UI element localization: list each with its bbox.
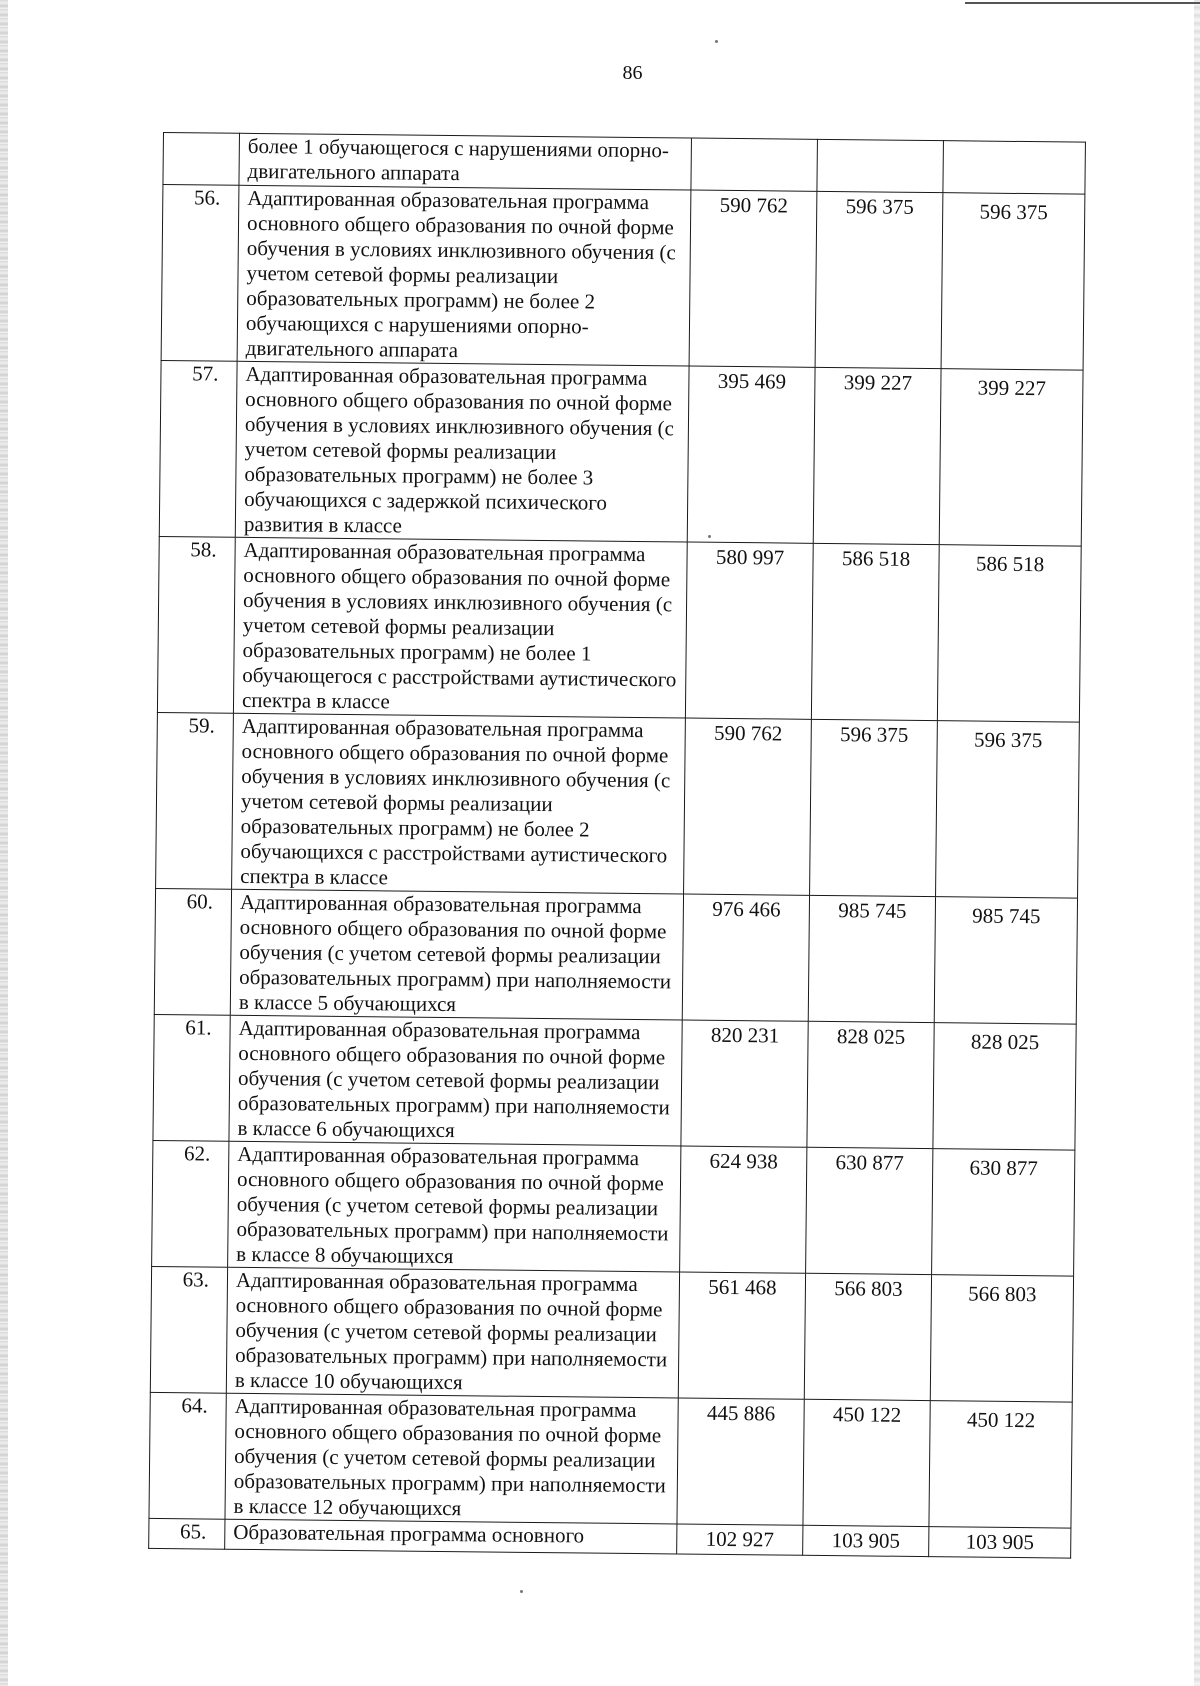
value-cell: 985 745 xyxy=(808,895,935,1022)
value-cell: 596 375 xyxy=(936,721,1080,898)
scan-speck xyxy=(520,1590,523,1593)
program-name: Адаптированная образовательная программа основного общего образования по очной форме обучения в условиях инклюзивного обучения (с учетом сетевой формы реализации образовательных программ) не более 1 обучающегося с расстройствами аутистического спектра в классе xyxy=(233,537,687,718)
value-cell: 561 468 xyxy=(678,1272,805,1399)
table-row xyxy=(156,712,1080,898)
value-cell: 828 025 xyxy=(807,1021,934,1148)
value-cell: 590 762 xyxy=(684,718,812,895)
row-number: 57. xyxy=(159,360,237,537)
value-cell: 596 375 xyxy=(810,719,938,896)
value-cell: 566 803 xyxy=(930,1275,1073,1402)
row-number: 63. xyxy=(150,1266,227,1393)
value-cell: 445 886 xyxy=(677,1398,804,1525)
table-row xyxy=(154,888,1077,1024)
table-row xyxy=(150,1266,1073,1402)
program-cost-table xyxy=(148,132,1086,1559)
program-name: Адаптированная образовательная программа основного общего образования по очной форме обучения (с учетом сетевой формы реализации образовательных программ) при наполняемости в классе 5 обучающихся xyxy=(230,889,683,1020)
value-cell: 399 227 xyxy=(939,369,1083,546)
value-cell: 624 938 xyxy=(680,1146,807,1273)
program-name: Адаптированная образовательная программа основного общего образования по очной форме обучения в условиях инклюзивного обучения (с учетом сетевой формы реализации образовательных программ) не более 3 обучающихся с задержкой психического развития в классе xyxy=(235,361,689,542)
scan-speck xyxy=(715,40,718,43)
program-name: Адаптированная образовательная программа основного общего образования по очной форме обучения (с учетом сетевой формы реализации образовательных программ) при наполняемости в классе 6 обучающихся xyxy=(229,1015,682,1146)
value-cell: 566 803 xyxy=(804,1273,931,1400)
table-container xyxy=(148,132,1085,1559)
value-cell: 103 905 xyxy=(929,1527,1071,1558)
row-number: 61. xyxy=(153,1014,230,1141)
value-cell: 976 466 xyxy=(682,894,809,1021)
row-number: 64. xyxy=(149,1392,226,1519)
value-cell xyxy=(817,139,944,192)
value-cell: 395 469 xyxy=(687,366,815,543)
row-number: 56. xyxy=(161,185,239,362)
table-row xyxy=(152,1140,1075,1276)
program-name: Адаптированная образовательная программа основного общего образования по очной форме обучения (с учетом сетевой формы реализации образовательных программ) при наполняемости в классе 12 обучающихся xyxy=(225,1393,678,1524)
program-name: Адаптированная образовательная программа основного общего образования по очной форме обучения в условиях инклюзивного обучения (с учетом сетевой формы реализации образовательных программ) не более 2 обучающихся с расстройствами аутистического спектра в классе xyxy=(232,713,686,894)
value-cell: 586 518 xyxy=(937,545,1081,722)
value-cell: 596 375 xyxy=(815,191,943,368)
row-number: 58. xyxy=(157,536,235,713)
value-cell: 590 762 xyxy=(689,190,817,367)
value-cell: 580 997 xyxy=(685,542,813,719)
table-row xyxy=(149,1392,1072,1528)
program-name: более 1 обучающегося с нарушениями опорно-двигательного аппарата xyxy=(239,133,692,190)
row-number xyxy=(163,133,240,186)
table-row xyxy=(157,536,1081,722)
scan-edge-left xyxy=(0,0,8,1686)
value-cell: 586 518 xyxy=(811,543,939,720)
value-cell: 450 122 xyxy=(929,1401,1072,1528)
program-name: Адаптированная образовательная программа основного общего образования по очной форме обучения в условиях инклюзивного обучения (с учетом сетевой формы реализации образовательных программ) не более 2 обучающихся с нарушениями опорно-двигательного аппарата xyxy=(237,185,691,366)
value-cell: 985 745 xyxy=(934,897,1077,1024)
scan-edge-right xyxy=(1194,0,1200,1686)
row-number: 59. xyxy=(156,712,234,889)
table-row xyxy=(163,133,1085,195)
value-cell: 820 231 xyxy=(681,1020,808,1147)
program-name: Адаптированная образовательная программа основного общего образования по очной форме обучения (с учетом сетевой формы реализации образовательных программ) при наполняемости в классе 10 обучающихся xyxy=(226,1267,679,1398)
value-cell xyxy=(943,141,1086,194)
table-row xyxy=(153,1014,1076,1150)
row-number: 65. xyxy=(149,1518,225,1549)
program-name: Образовательная программа основного xyxy=(225,1519,677,1554)
value-cell: 450 122 xyxy=(803,1399,930,1526)
value-cell: 596 375 xyxy=(941,193,1085,370)
row-number: 60. xyxy=(154,888,231,1015)
row-number: 62. xyxy=(152,1140,229,1267)
value-cell: 102 927 xyxy=(677,1524,803,1555)
scan-top-line xyxy=(965,2,1200,4)
value-cell: 828 025 xyxy=(933,1023,1076,1150)
scan-speck xyxy=(708,535,711,538)
program-name: Адаптированная образовательная программа основного общего образования по очной форме обучения (с учетом сетевой формы реализации образовательных программ) при наполняемости в классе 8 обучающихся xyxy=(228,1141,681,1272)
table-row xyxy=(161,185,1085,371)
page-number: 86 xyxy=(622,62,643,84)
value-cell: 399 227 xyxy=(813,367,941,544)
value-cell: 630 877 xyxy=(932,1149,1075,1276)
table-row xyxy=(159,360,1083,546)
value-cell xyxy=(691,138,818,191)
value-cell: 630 877 xyxy=(806,1147,933,1274)
value-cell: 103 905 xyxy=(803,1525,929,1556)
